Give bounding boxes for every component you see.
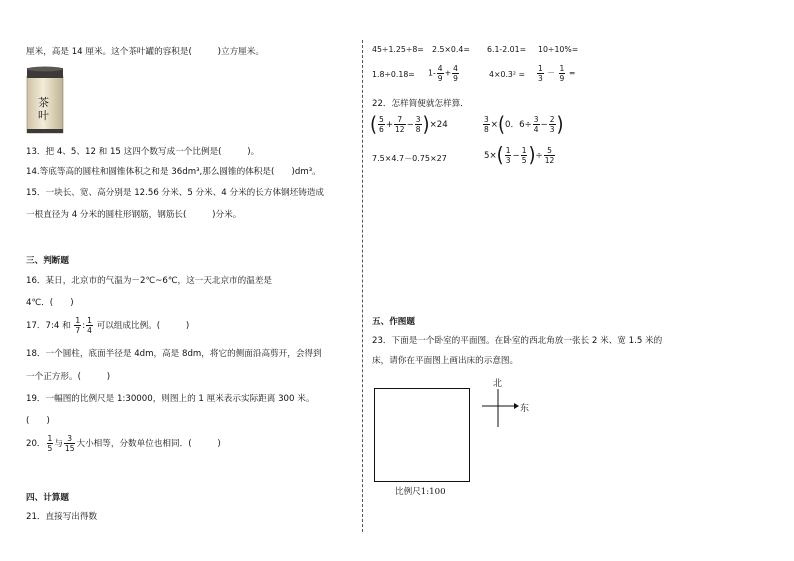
calc-row-2-item-2: 1- $\frac{4}{9}$ + $\frac{4}{9}$	[428, 64, 458, 83]
question-16-line-1: 16．某日，北京市的气温为－2℃~6℃，这一天北京市的温差是	[26, 276, 273, 286]
section-3-heading: 三、判断题	[26, 256, 69, 266]
q17-prefix: 17．7:4 和	[26, 321, 71, 331]
q20-fraction-1: $\frac{1}{5}$	[47, 434, 53, 453]
expression-4: 5×( $\frac{1}{3}$ − $\frac{1}{5}$ )÷ $\frac{5}{12}$	[484, 142, 555, 167]
calc-row-2-item-1: 1.8÷0.18=	[372, 70, 415, 79]
question-18-line-2: 一个正方形。( )	[26, 372, 111, 382]
q20-fraction-2: $\frac{3}{15}$	[64, 434, 75, 453]
calc-row-2-item-3: 4×0.3² =	[489, 70, 526, 79]
section-5-heading: 五、作图题	[372, 317, 415, 327]
question-15-line-1: 15．一块长、宽、高分别是 12.56 分米、5 分米、4 分米的长方体钢坯铸造成	[26, 188, 325, 198]
expression-2: $\frac{3}{8}$ ×(0．6÷ $\frac{3}{4}$ − $\frac{2}{3}$ )	[484, 111, 564, 136]
expression-3: 7.5×4.7－0.75×27	[372, 154, 447, 163]
question-19-line-1: 19．一幅图的比例尺是 1:30000，则图上的 1 厘米表示实际距离 300 米。	[26, 394, 315, 404]
scale-label: 比例尺1:100	[395, 487, 446, 497]
q20-mid: 与	[54, 439, 63, 449]
section-4-heading: 四、计算题	[26, 493, 69, 503]
q17-suffix: 可以组成比例。( )	[96, 321, 190, 331]
question-19-line-2: ( )	[26, 416, 50, 426]
question-20	[26, 434, 221, 453]
q17-fraction-2: $\frac{1}{4}$	[87, 316, 92, 335]
tea-can-image	[26, 66, 64, 136]
q17-fraction-1: $\frac{1}{7}$	[75, 316, 81, 335]
question-23-line-1: 23．下面是一个卧室的平面图。在卧室的西北角放一张长 2 米、宽 1.5 米的	[372, 336, 663, 346]
question-21: 21．直接写出得数	[26, 512, 98, 522]
calc-row-1-item-4: 10÷10%=	[538, 45, 579, 54]
question-15-line-2: 一根直径为 4 分米的圆柱形钢筋，钢筋长( )分米。	[26, 210, 242, 220]
can-label-char-1: 茶	[38, 96, 49, 109]
calc-row-1-item-3: 6.1-2.01=	[487, 45, 527, 54]
bedroom-floor-plan	[374, 388, 470, 482]
expression-1: ( $\frac{5}{6}$ + $\frac{7}{12}$ − $\frac{3}{8}$ )×24	[370, 111, 448, 136]
question-22: 22．怎样简便就怎样算．	[372, 99, 469, 109]
q20-suffix: 大小相等，分数单位也相同．( )	[76, 439, 221, 449]
calc-row-1-item-2: 2.5×0.4=	[432, 45, 470, 54]
q17-colon: :	[82, 321, 86, 331]
question-23-line-2: 床，请你在平面图上画出床的示意图。	[372, 356, 519, 366]
can-label-char-2: 叶	[38, 109, 49, 122]
question-18-line-1: 18．一个圆柱，底面半径是 4dm，高是 8dm，将它的侧面沿高剪开，会得到	[26, 349, 322, 359]
question-14: 14.等底等高的圆柱和圆锥体积之和是 36dm³,那么圆锥的体积是( )dm³。	[26, 167, 321, 177]
calc-row-2-item-4: $\frac{1}{3}$ － $\frac{1}{9}$ =	[538, 64, 576, 83]
east-label: 东	[520, 404, 530, 414]
question-16-line-2: 4℃．( )	[26, 298, 74, 308]
q12-continuation: 厘米，高是 14 厘米。这个茶叶罐的容积是( )立方厘米。	[26, 47, 264, 57]
calc-row-1-item-1: 45÷1.25÷8=	[372, 45, 424, 54]
north-label: 北	[493, 379, 503, 389]
column-divider	[362, 40, 363, 532]
compass	[480, 375, 520, 434]
q20-prefix: 20．	[26, 439, 46, 449]
question-13: 13．把 4、5、12 和 15 这四个数写成一个比例是( )。	[26, 147, 260, 157]
question-17	[26, 316, 189, 335]
